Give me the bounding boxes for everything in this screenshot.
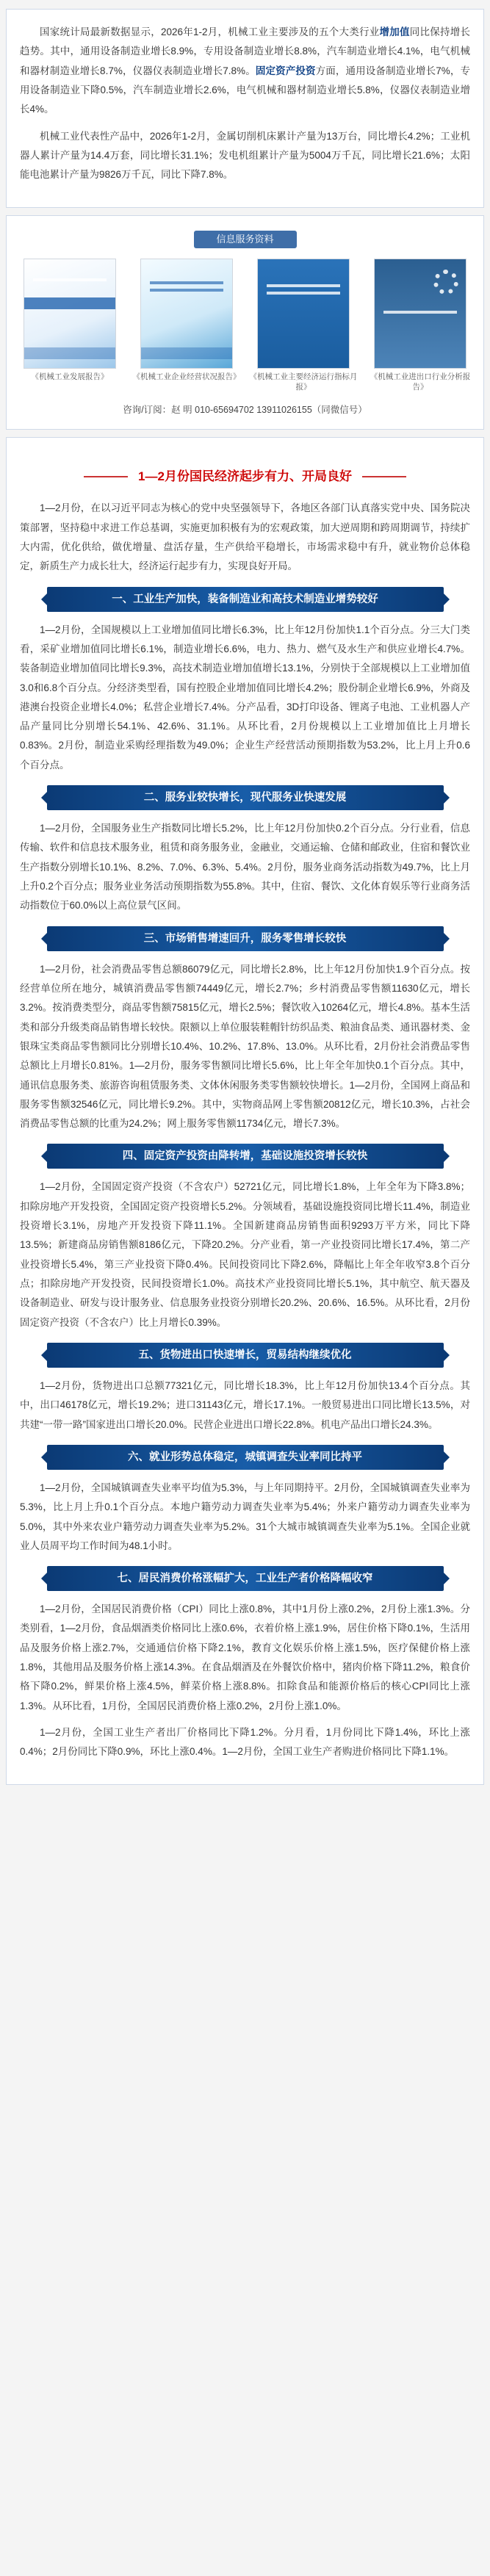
section-heading: 六、就业形势总体稳定，城镇调查失业率同比持平 <box>47 1445 444 1470</box>
section-paragraph: 1—2月份，全国规模以上工业增加值同比增长6.3%，比上年12月份加快1.1个百分点。分三大门类看，采矿业增加值同比增长6.1%，制造业增长6.6%，电力、热力、燃气及水生产和供应业增长4.7%。装备制造业增加值同比增长9.3%，高技术制造业增加值增长13.1%，分别快于全部规模以上工业增加值3.0和6.8个百分点。分经济类型看，国有控股企业增加值同比增长4.2%；股份制企业增长6.9%，外商及港澳台投资企业增长4.0%；私营企业增长7.4%。分产品看，3D打印设备、锂离子电池、工业机器人产品产量同比分别增长54.1%、42.6%、31.1%。从环比看，2月份规模以上工业增加值比上月增长0.83%。2月份，制造业采购经理指数为49.0%；企业生产经营活动预期指数为53.2%，比上月上升0.6个百分点。 <box>20 624 470 771</box>
publication-cover-image <box>24 259 116 369</box>
section-paragraph: 1—2月份，全国城镇调查失业率平均值为5.3%，与上年同期持平。2月份，全国城镇调查失业率为5.3%，比上月上升0.1个百分点。本地户籍劳动力调查失业率为5.4%；外来户籍劳动力调查失业率为5.0%，其中外来农业户籍劳动力调查失业率为5.2%。31个大城市城镇调查失业率为5.1%。全国企业就业人员周平均工作时间为48.1小时。 <box>20 1482 470 1551</box>
publication-cover-image <box>257 259 350 369</box>
title-divider <box>362 476 406 477</box>
publication-cover-image <box>374 259 466 369</box>
section-heading: 一、工业生产加快，装备制造业和高技术制造业增势较好 <box>47 587 444 612</box>
section-heading: 三、市场销售增速回升，服务零售增长较快 <box>47 926 444 951</box>
cover-title-line <box>150 281 223 284</box>
publication-item[interactable] <box>132 259 241 392</box>
section-heading: 五、货物进出口快速增长，贸易结构继续优化 <box>47 1343 444 1368</box>
publication-title: 《机械工业主要经济运行指标月报》 <box>249 372 358 392</box>
cover-title-line <box>150 289 223 292</box>
cover-title-line <box>267 284 340 287</box>
cover-title-line <box>383 311 457 314</box>
cover-band <box>141 347 232 359</box>
title-divider <box>84 476 128 477</box>
cover-title-line <box>267 292 340 295</box>
cover-band <box>24 347 115 359</box>
section-paragraph: 1—2月份，社会消费品零售总额86079亿元，同比增长2.8%，比上年12月份加快1.9个百分点。按经营单位所在地分，城镇消费品零售额74449亿元，增长2.7%；乡村消费品零售额11630亿元，增长3.2%。按消费类型分，商品零售额75815亿元，增长2.5%；餐饮收入10264亿元，增长4.8%。基本生活类和部分升级类商品销售增长较快。限额以上单位服装鞋帽针纺织品类、粮油食品类、通讯器材类、金银珠宝类商品零售额同比分别增长10.4%、10.2%、17.8%、13.0%。从环比看，2月份社会消费品零售总额比上月增长0.81%。1—2月份，服务零售额同比增长5.6%，比上年全年加快0.1个百分点。其中，通讯信息服务类、旅游咨询租赁服务类、文体休闲服务类零售额较快增长。1—2月份，全国网上商品和服务零售额32546亿元，同比增长9.2%。其中，实物商品网上零售额20812亿元，增长10.3%，占社会消费品零售总额的比重为24.2%；网上服务零售额11734亿元，增长7.3%。 <box>20 963 470 1130</box>
publication-title: 《机械工业企业经营状况报告》 <box>132 372 241 381</box>
intro-paragraph-2: 机械工业代表性产品中，2026年1-2月，金属切削机床累计产量为13万台，同比增长4.2%；工业机器人累计产量为14.4万套，同比增长31.1%；发电机组累计产量为5004万千瓦，同比增长21.6%；太阳能电池累计产量为9826万千瓦，同比下降7.8%。 <box>20 130 470 181</box>
publication-cover-image <box>140 259 233 369</box>
intro-text-b: 同比保持增长趋势。其中，通用设备制造业增长8.9%，专用设备制造业增长8.8%，汽车制造业增长4.1%，电气机械和器材制造业增长8.7%，仪器仪表制造业增长7.8%。 <box>20 26 471 76</box>
cover-title-line <box>33 278 107 281</box>
section-5 <box>20 1343 470 1435</box>
section-heading: 二、服务业较快增长，现代服务业快速发展 <box>47 785 444 810</box>
section-7 <box>20 1566 470 1762</box>
section-heading: 四、固定资产投资由降转增，基础设施投资增长较快 <box>47 1144 444 1169</box>
intro-paragraph-1 <box>20 23 470 120</box>
section-paragraph: 1—2月份，全国居民消费价格（CPI）同比上涨0.8%，其中1月份上涨0.2%，2月份上涨1.3%。分类别看，1—2月份，食品烟酒类价格同比上涨0.6%，衣着价格上涨1.9%，居住价格下降0.1%，生活用品及服务价格上涨2.7%，交通通信价格下降2.1%，教育文化娱乐价格上涨1.5%，医疗保健价格上涨1.8%，其他用品及服务价格上涨14.3%。在食品烟酒及在外餐饮价格中，猪肉价格下降11.2%，粮食价格下降0.2%，鲜果价格上涨4.5%，鲜菜价格上涨8.8%。扣除食品和能源价格后的核心CPI同比上涨1.3%。从环比看，1月份，全国居民消费价格上涨0.2%，2月份上涨1.0%。 <box>20 1603 470 1711</box>
section-1 <box>20 587 470 776</box>
publication-item[interactable] <box>249 259 358 392</box>
section-paragraph: 1—2月份，全国工业生产者出厂价格同比下降1.2%。分月看，1月份同比下降1.4%，环比上涨0.4%；2月份同比下降0.9%，环比上涨0.4%。1—2月份，全国工业生产者购进价格同比下降1.1%。 <box>20 1727 470 1758</box>
intro-text-c: 方面，通用设备制造业增长7%，专用设备制造业下降0.5%，汽车制造业增长2.6%，电气机械和器材制造业增长5.8%，仪器仪表制造业增长4%。 <box>20 65 470 115</box>
intro-highlight-fixed-asset-investment: 固定资产投资 <box>255 65 316 76</box>
section-paragraph: 1—2月份，货物进出口总额77321亿元，同比增长18.3%，比上年12月份加快13.4个百分点。其中，出口46178亿元，增长19.2%；进口31143亿元，增长17.1%。一般贸易进出口同比增长13.5%，对共建“一带一路”国家进出口增长20.0%。民营企业进出口增长22.8%。机电产品出口增长24.3%。 <box>20 1379 470 1430</box>
article-title-bar <box>20 464 470 488</box>
cover-band <box>24 297 115 309</box>
article-title: 1—2月份国民经济起步有力、开局良好 <box>138 469 352 484</box>
section-paragraph: 1—2月份，全国固定资产投资（不含农户）52721亿元，同比增长1.8%，上年全年为下降3.8%；扣除房地产开发投资，全国固定资产投资增长5.2%。分领域看，基础设施投资同比增长11.4%，制造业投资增长3.1%，房地产开发投资下降11.1%。全国新建商品房销售面积9293万平方米，同比下降13.5%；新建商品房销售额8186亿元，下降20.2%。分产业看，第一产业投资同比增长17.4%，第二产业投资增长5.4%，第三产业投资下降0.4%。民间投资同比下降2.6%，降幅比上年全年收窄3.8个百分点；扣除房地产开发投资，民间投资增长1.0%。高技术产业投资同比增长5.1%，其中航空、航天器及设备制造业、研发与设计服务业、信息服务业投资分别增长20.2%、20.6%、16.5%。从环比看，2月份固定资产投资（不含农户）比上月增长0.39%。 <box>20 1181 470 1328</box>
info-resources-panel <box>6 215 484 430</box>
publication-item[interactable] <box>366 259 475 392</box>
publication-title: 《机械工业发展报告》 <box>31 372 109 381</box>
section-2 <box>20 785 470 916</box>
publication-item[interactable] <box>15 259 124 392</box>
section-6 <box>20 1445 470 1556</box>
article-panel <box>6 437 484 1784</box>
publication-title: 《机械工业进出口行业分析报告》 <box>370 372 471 392</box>
publication-list <box>15 259 475 392</box>
section-paragraph: 1—2月份，全国服务业生产指数同比增长5.2%，比上年12月份加快0.2个百分点。分行业看，信息传输、软件和信息技术服务业，租赁和商务服务业，金融业，交通运输、仓储和邮政业，住宿和餐饮业生产指数分别增长10.1%、8.2%、7.0%、6.3%、5.4%。2月份，服务业商务活动指数为49.7%，比上月上升0.2个百分点；服务业业务活动预期指数为55.8%。其中，住宿、餐饮、文化体育娱乐等行业商务活动指数位于60.0%以上高位景气区间。 <box>20 823 470 912</box>
intro-highlight-added-value: 增加值 <box>379 26 410 37</box>
section-4 <box>20 1144 470 1332</box>
gear-icon <box>433 270 458 295</box>
subscription-contact: 咨询/订阅：赵 明 010-65694702 13911026155（同微信号） <box>123 404 367 415</box>
article-lead-paragraph: 1—2月份，在以习近平同志为核心的党中央坚强领导下，各地区各部门认真落实党中央、国务院决策部署，坚持稳中求进工作总基调，实施更加积极有为的宏观政策，加大逆周期和跨周期调节，持续扩大内需，优化供给，做优增量、盘活存量，生产供给平稳增长，市场需求稳中有升，就业物价总体稳定，新质生产力成长壮大，经济运行起步有力，实现良好开局。 <box>20 502 470 572</box>
info-resources-tag: 信息服务资料 <box>194 231 297 248</box>
intro-panel <box>6 9 484 208</box>
section-3 <box>20 926 470 1134</box>
section-heading: 七、居民消费价格涨幅扩大，工业生产者价格降幅收窄 <box>47 1566 444 1591</box>
intro-text-a: 国家统计局最新数据显示，2026年1-2月，机械工业主要涉及的五个大类行业 <box>40 26 380 37</box>
